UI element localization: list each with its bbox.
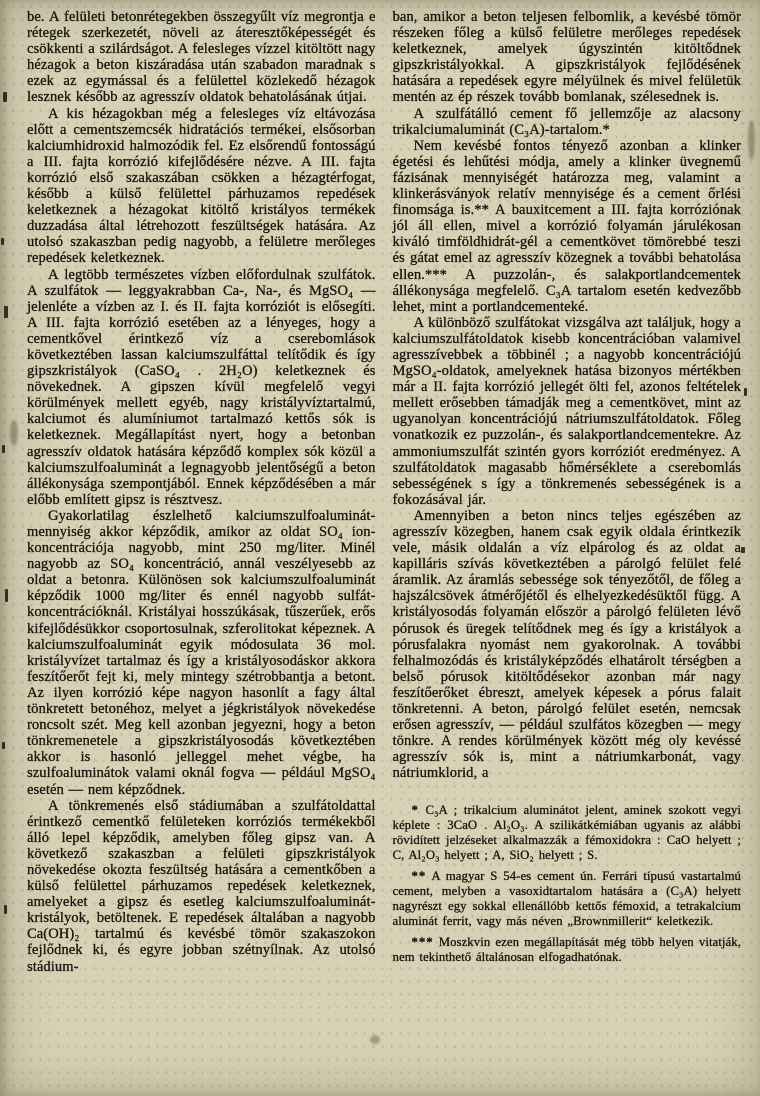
paragraph: A különböző szulfátokat vizsgálva azt találjuk, hogy a kalciumszulfátoldatok kisebb koncentrációban valamivel agresszívebbek a többinél ; a nagyobb koncentrációjú MgSO₄-oldatok, amelyeknek hatása bizonyos mértékben már a II. fajta korrózió jellegét ölti fel, azonos feltételek mellett erősebben támadják meg a cementkövet, mint az ugyanolyan koncentrációjú nátriumszulfátoldatok. Főleg vonatkozik ez puzzolán-, és salakportlandcementekre. Az ammoniumszulfát szintén gyors korróziót eredményez. A szulfátoldatok magasabb hőmérséklete a cserebomlás sebességének s így a tönkremenés sebességének is a fokozásával jár. — [392, 314, 741, 508]
ink-speck — [4, 306, 8, 318]
footnote-marker: ** — [411, 868, 427, 883]
ink-speck — [4, 905, 7, 914]
ink-speck — [744, 388, 747, 396]
right-column — [393, 9, 742, 975]
footnote — [393, 935, 742, 965]
footnote-text: C₃A ; trikalcium aluminátot jelent, aminek szokott vegyi képlete : 3CaO . Al₂O₃. A szilikátkémiában ugyanis az alábbi rövidített jelzéseket alkalmazzák a fémoxidokra : CaO helyett ; C, Al₂O₃ helyett ; A, SiO₂ helyett ; S. — [392, 802, 741, 862]
scan-smudge — [370, 1035, 380, 1044]
paragraph: Nem kevésbé fontos tényező azonban a klinker égetési és lehűtési módja, amely a klinker üvegnemű fázisának mennyiségét határozza meg, valamint a klinkerásványok relatív mennyisége és a cement őrlési finomsága is.** A bauxitcement a III. fajta korróziónak jól áll ellen, mivel a korrózió folyamán járulékosan kiváló timföldhidrát-gél a cementkövet tömörebbé teszi és gátat emel az agresszív közegnek a további behatolása ellen.*** A puzzolán-, és salakportlandcementek állékonysága megfelelő. C₃A tartalom esetén kedvezőbb lehet, mint a portlandcementeké. — [392, 137, 741, 315]
footnote-text: Moszkvin ezen megállapítását még több helyen vitatják, nem tekinthető általánosan elfogadhatónak. — [392, 935, 741, 965]
ink-speck — [5, 589, 8, 602]
paragraph: Gyakorlatilag észlelhető kalciumszulfoaluminát-mennyiség akkor képződik, amikor az oldat SO₄ ion-koncentrációja nagyobb, mint 250 mg/liter. Minél nagyobb az SO₄ koncentráció, annál veszélyesebb az oldat a betonra. Különösen sok kalciumszulfoaluminát képződik 1000 mg/liter és ennél nagyobb sulfát-koncentrációknál. Kristályai hosszúkásak, tűszerűek, erős kifejlődésükkor csoportosulnak, szferolitokat képeznek. A kalciumszulfoaluminát egyik módosulata 36 mol. kristályvízet tartalmaz és így a kristályosodáskor akkora feszítőerőt fejt ki, mely mintegy szétrobbantja a betont. Az ilyen korrózió képe nagyon hasonlít a fagy által tönkretett betonéhoz, melyet a jégkristályok növekedése roncsolt szét. Meg kell azonban jegyezni, hogy a beton tönkremenetele a gipszkristályosodás következtében akkor is hasonló jelleggel mehet végbe, ha szulfoaluminátok valami oknál fogva — például MgSO₄ esetén — nem képződnek. — [27, 507, 376, 798]
footnote — [393, 803, 742, 863]
footnote — [393, 869, 742, 929]
paragraph-continuation: be. A felületi betonrétegekben összegyűlt víz megrontja e rétegek szerkezetét, növeli az áteresztőképességét és csökkenti a szilárdságot. A felesleges vízzel kitöltött nagy hézagok a beton kiszáradása után szabadon maradnak s ezek az egymással és a felülettel közlekedő hézagok lesznek később az agresszív oldatok behatolásának útjai. — [27, 9, 376, 106]
paragraph-continuation: ban, amikor a beton teljesen felbomlik, a kevésbé tömör részeken főleg a külső felületre merőleges repedések keletkeznek, amelyek úgyszintén kitöltődnek gipszkristályokkal. A gipszkristályok fejlődésének hatására a repedések egyre mélyülnek és mivel felületük mentén az ép részek tovább bomlanak, szélesednek is. — [392, 9, 741, 106]
ink-speck — [2, 445, 5, 453]
footnote-marker: *** — [411, 935, 434, 950]
ink-speck — [1, 238, 4, 245]
paragraph: A legtöbb természetes vízben előfordulnak szulfátok. A szulfátok — leggyakrabban Ca-, Na-, és MgSO₄ — jelenléte a vízben az I. és II. fajta korróziót is elősegíti. A III. fajta korrózió esetében az a lényeges, hogy a cementkővel érintkező víz a cserebomlások következtében lassan kalciumszulfáttal telítődik és így gipszkristályok (CaSO₄ . 2H₂O) keletkeznek és növekednek. A gipszen kívül megfelelő vegyi körülmények mellett egyéb, nagy kristályvíztartalmú, kalciumot és alumíniumot tartalmazó kettős sók is keletkeznek. Megállapítást nyert, hogy a betonban agresszív oldatok hatására képződő komplex sók közül a kalciumszulfoaluminát a legnagyobb jelentőségű a beton állékonysága szempontjából. Ennek képződésében a már előbb említett gipsz is résztvesz. — [27, 266, 376, 508]
ink-speck — [741, 547, 745, 553]
paragraph: Amennyiben a beton nincs teljes egészében az agresszív közegben, hanem csak egyik oldala érintkezik vele, másik oldalán a víz elpárolog és az oldat a kapilláris szívás következtében a párolgó felület felé áramlik. Az áramlás sebessége sok tényezőtől, de főleg a hajszálcsövek átmérőjétől és elhelyezkedésüktől függ. A kristályosodás folyamán először a párolgó felületen lévő pórusok és üregek telítődnek meg és így a kristályok a pórusfalakra nyomást nem gyakorolnak. A további felhalmozódás és kristályképződés elhatárolt térségben a belső pórusok kitöltődésekor azonban már nagy feszítőerőket ébreszt, amelyek képesek a pórus falait tönkretenni. A beton, párolgó felület esetén, nemcsak erősen agresszív, — például szulfátos közegben — megy tönkre. A rendes körülmények között még oly kevéssé agresszív sók is, mint a nátriumkarbonát, vagy nátriumklorid, a — [392, 507, 741, 782]
ink-speck — [3, 92, 7, 102]
scan-smudge — [748, 120, 755, 160]
paragraph: A kis hézagokban még a felesleges víz eltávozása előtt a cementszemcsék hidratációs termékei, elsősorban kalciumhidroxid halmozódik fel. Ez elsőrendű fontosságú a III. fajta korrózió kifejlődésére nézve. A III. fajta korrózió első szakaszában csökken a hézagtérfogat, később a külső felülettel párhuzamos repedések keletkeznek a hézagokat kitöltő kristályos termékek duzzadása által létrehozott feszültségek hatására. Az utolsó szakaszban pedig nagyobb, a felületre merőleges repedések keletkeznek. — [27, 105, 376, 267]
paragraph: A szulfátálló cement fő jellemzője az alacsony trikalciumaluminát (C₃A)-tartalom.* — [392, 105, 741, 138]
paragraph: A tönkremenés első stádiumában a szulfátoldattal érintkező cementkő felületeken korróziós termékekből álló lepel képződik, amelyben főleg gipsz van. A következő szakaszban a felületi gipszkristályok növekedése okozta feszültség hatására a cementkőben a külső felülettel párhuzamos repedések keletkeznek, amelyeket a gipsz és esetleg kalciumszulfoaluminát-kristályok, betöltenek. E repedések általában a nagyobb Ca(OH)₂ tartalmú és kevésbé tömör szakaszokon fejlődnek ki, és egyre jobban szétnyílnak. Az utolsó stádium- — [27, 797, 376, 975]
left-column — [27, 9, 376, 975]
footnote-text: A magyar S 54-es cement ún. Ferrári típusú vastartalmú cement, melyben a vasoxidtartalom hatására a (C₃A) helyett nagyrészt egy sokkal ellenállóbb kettős fémoxid, a tetrakalcium aluminát ferrit, vagy más néven „Brownmillerit“ keletkezik. — [392, 868, 741, 929]
scan-smudge — [10, 420, 18, 446]
footnote-marker: * — [411, 802, 419, 817]
ink-speck — [2, 742, 5, 749]
footnotes — [393, 803, 742, 966]
